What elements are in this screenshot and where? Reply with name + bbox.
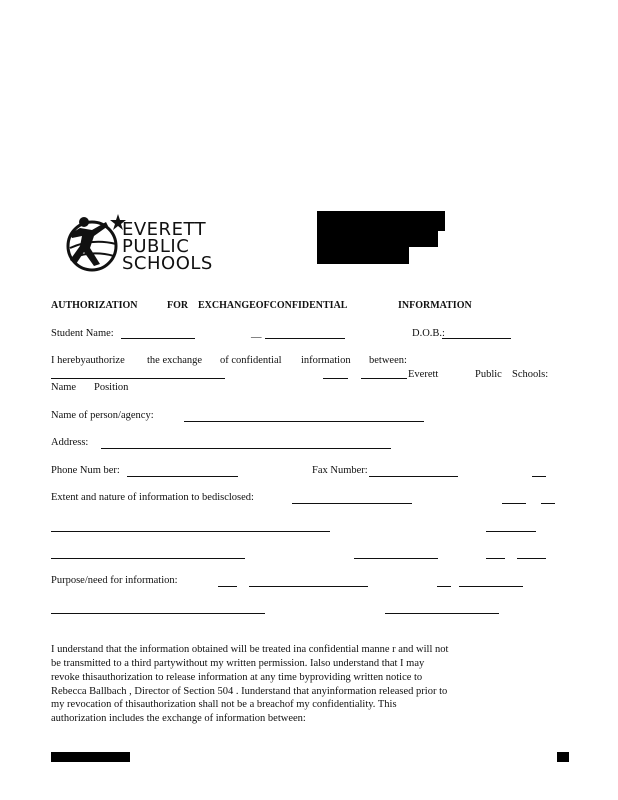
extent-field-line-3b[interactable] (354, 558, 438, 559)
name-caption: Name (51, 382, 77, 393)
party-field[interactable] (323, 378, 348, 379)
footer-redaction (557, 752, 569, 762)
form-title-word: FOR (167, 300, 189, 311)
consent-paragraph-line: I understand that the information obtained will be treated ina confidential manne r and will not (51, 644, 449, 655)
extent-field-extra[interactable] (541, 503, 555, 504)
logo-text-public: PUBLIC (122, 236, 190, 257)
form-title-word: INFORMATION (398, 300, 472, 311)
extent-field-line-3c[interactable] (486, 558, 505, 559)
fax-label: Fax Number: (312, 465, 368, 476)
logo-emblem-icon (62, 208, 128, 276)
redaction-block (317, 245, 409, 264)
extent-field-line-3[interactable] (51, 558, 245, 559)
redaction-block (317, 211, 445, 231)
authorize-text: between: (369, 355, 407, 366)
phone-field[interactable] (127, 476, 238, 477)
authorize-text: I herebyauthorize (51, 355, 125, 366)
fax-field[interactable] (369, 476, 458, 477)
student-name-label: Student Name: (51, 328, 114, 339)
party-name-field[interactable] (51, 378, 225, 379)
student-name-field[interactable] (121, 338, 195, 339)
purpose-field-line-2[interactable] (51, 613, 265, 614)
underscore-text: __ (251, 328, 262, 339)
dob-label: D.O.B.: (412, 328, 445, 339)
extent-label: Extent and nature of information to bedisclosed: (51, 492, 254, 503)
dob-field[interactable] (442, 338, 511, 339)
extent-field-extra[interactable] (502, 503, 526, 504)
schools-label: Schools: (512, 369, 549, 380)
purpose-label: Purpose/need for information: (51, 575, 178, 586)
footer-redaction (51, 752, 130, 762)
public-label: Public (475, 369, 502, 380)
consent-paragraph-line: Rebecca Ballbach , Director of Section 504 . Iunderstand that anyinformation released prior to (51, 686, 448, 697)
student-name-field-2[interactable] (265, 338, 345, 339)
consent-paragraph-line: my revocation of thisauthorization shall not be a breachof my confidentiality. This (51, 699, 397, 710)
consent-paragraph-line: revoke thisauthorization to release information at any time byproviding written notice to (51, 672, 423, 683)
purpose-field[interactable] (249, 586, 368, 587)
authorize-text: of confidential (220, 355, 282, 366)
extent-field-line-2[interactable] (51, 531, 330, 532)
consent-paragraph-line: authorization includes the exchange of information between: (51, 713, 306, 724)
logo-text-schools: SCHOOLS (122, 253, 213, 274)
extent-field-line-3d[interactable] (517, 558, 546, 559)
party-field[interactable] (361, 378, 407, 379)
purpose-field[interactable] (218, 586, 237, 587)
form-title-word: EXCHANGEOFCONFIDENTIAL (198, 300, 348, 311)
person-agency-field[interactable] (184, 421, 424, 422)
authorize-text: the exchange (147, 355, 203, 366)
purpose-field[interactable] (437, 586, 451, 587)
purpose-field[interactable] (459, 586, 523, 587)
address-field[interactable] (101, 448, 391, 449)
phone-label: Phone Num ber: (51, 465, 120, 476)
authorize-text: information (301, 355, 351, 366)
everett-label: Everett (408, 369, 439, 380)
fax-field-extra[interactable] (532, 476, 546, 477)
purpose-field-line-2b[interactable] (385, 613, 499, 614)
extent-field-line-2b[interactable] (486, 531, 536, 532)
extent-field[interactable] (292, 503, 412, 504)
consent-paragraph-line: be transmitted to a third partywithout my written permission. Ialso understand that I may (51, 658, 425, 669)
address-label: Address: (51, 437, 89, 448)
position-caption: Position (94, 382, 129, 393)
person-agency-label: Name of person/agency: (51, 410, 154, 421)
logo-text-everett: EVERETT (122, 219, 207, 240)
form-title-word: AUTHORIZATION (51, 300, 138, 311)
